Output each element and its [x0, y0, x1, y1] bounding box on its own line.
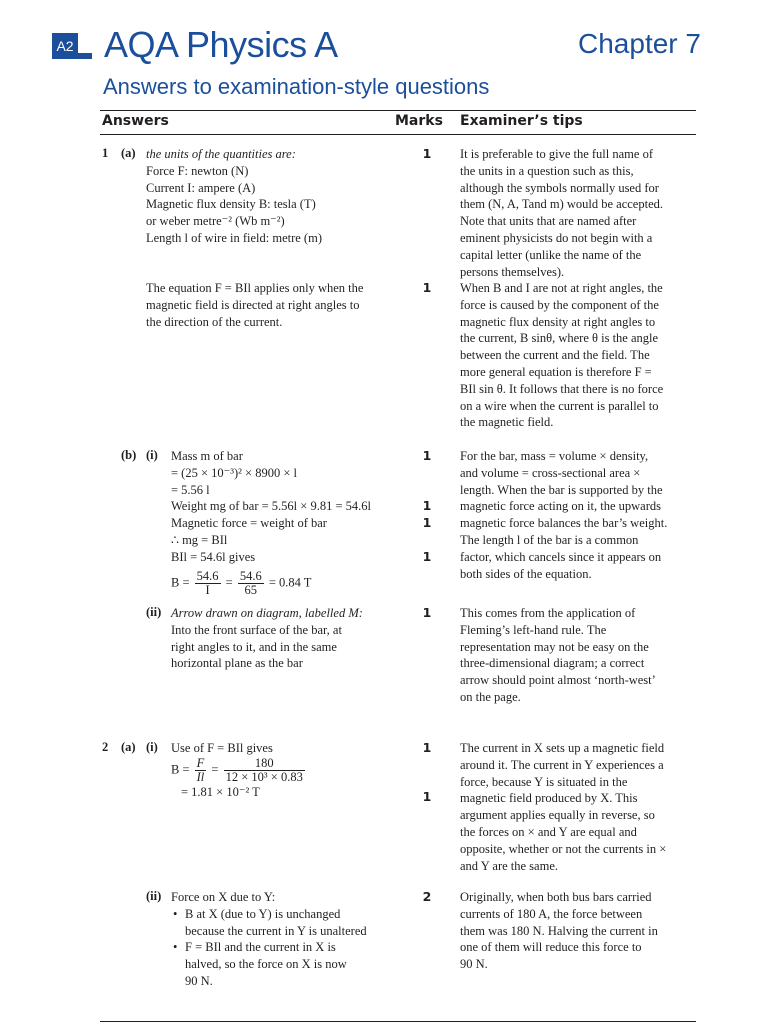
answer-line: Mass m of bar: [171, 449, 243, 463]
answer-line: Arrow drawn on diagram, labelled M:: [171, 606, 363, 620]
tip-line: magnetic force balances the bar’s weight.: [460, 516, 668, 531]
tip-line: three-dimensional diagram; a correct: [460, 656, 645, 671]
tip-line: representation may not be easy on the: [460, 639, 649, 654]
answer-line: BIl = 54.6l gives: [171, 549, 256, 564]
tip-1a-equation: [460, 280, 700, 431]
tip-line: more general equation is therefore F =: [460, 364, 652, 379]
mark-2ai-use: 1: [422, 740, 432, 755]
mark-1bi-mass: 1: [422, 448, 432, 463]
bullet-dot-icon: •: [173, 940, 178, 955]
tip-line: magnetic field produced by X. This: [460, 791, 638, 806]
column-header-answers: Answers: [102, 113, 169, 129]
bullet-line: because the current in Y is unaltered: [185, 923, 367, 938]
mark-1bi-result: 1: [422, 549, 432, 564]
tip-line: on the page.: [460, 689, 521, 704]
tip-line: When B and I are not at right angles, the: [460, 281, 663, 295]
answer-line: Current I: ampere (A): [146, 180, 256, 195]
tip-line: BIl sin θ. It follows that there is no force: [460, 381, 664, 396]
answer-1bii-block: [171, 605, 363, 672]
numerator: 54.6: [239, 568, 262, 583]
chapter-title: Chapter 7: [578, 28, 701, 59]
bullet-item: [171, 906, 367, 940]
numerator: 180: [224, 757, 305, 771]
tip-line: them (N, A, Tand m) would be accepted.: [460, 197, 664, 212]
level-badge: A2: [52, 33, 78, 59]
tip-line: This comes from the application of: [460, 606, 636, 620]
tip-line: and volume = cross-sectional area ×: [460, 465, 641, 480]
header-rule-top: [100, 110, 696, 111]
answer-1a-block: [146, 146, 322, 247]
question-number-2: 2: [102, 740, 109, 754]
subpart-label-1bi: (i): [146, 448, 158, 462]
tip-1a-units: [460, 146, 700, 280]
tip-line: the current, B sinθ, where θ is the angle: [460, 331, 659, 346]
footer-rule: [100, 1021, 696, 1022]
tip-line: force, because Y is situated in the: [460, 774, 628, 789]
tip-line: them was 180 N. Halving the current in: [460, 923, 658, 938]
tip-line: although the symbols normally used for: [460, 180, 659, 195]
tip-line: currents of 180 A, the force between: [460, 906, 643, 921]
bullet-line: B at X (due to Y) is unchanged: [185, 906, 341, 921]
fraction: [224, 757, 305, 784]
tip-2ai: [460, 740, 700, 874]
badge-accent: [78, 53, 92, 59]
answer-line: or weber metre⁻² (Wb m⁻²): [146, 214, 285, 229]
tip-line: the forces on × and Y are equal and: [460, 824, 637, 839]
answer-final-equation: [171, 570, 371, 597]
answer-line: Force F: newton (N): [146, 163, 249, 178]
answer-line: horizontal plane as the bar: [171, 656, 303, 671]
numerator: F: [196, 755, 205, 770]
fraction: [195, 570, 221, 597]
answer-line: Magnetic force = weight of bar: [171, 516, 327, 531]
equation-prefix: B =: [171, 762, 190, 777]
tip-line: on a wire when the current is parallel to: [460, 398, 659, 413]
bullet-dot-icon: •: [173, 906, 178, 921]
tip-line: around it. The current in Y experiences a: [460, 757, 664, 772]
tip-line: capital letter (unlike the name of the: [460, 247, 642, 262]
denominator: Il: [196, 769, 205, 784]
answer-line: Weight mg of bar = 5.56l × 9.81 = 54.6l: [171, 499, 371, 514]
subpart-label-2ai: (i): [146, 740, 158, 754]
tip-line: It is preferable to give the full name of: [460, 147, 653, 161]
equals-sign: =: [211, 762, 219, 777]
tip-line: The current in X sets up a magnetic field: [460, 741, 665, 755]
tip-line: magnetic force acting on it, the upwards: [460, 499, 661, 514]
answer-line: = (25 × 10⁻³)² × 8900 × l: [171, 465, 297, 480]
answer-line: Force on X due to Y:: [171, 890, 276, 904]
tip-line: eminent physicists do not begin with a: [460, 230, 653, 245]
mark-1bi-weight: 1: [422, 498, 432, 513]
tip-1bii: [460, 605, 700, 706]
subpart-label-1bii: (ii): [146, 605, 162, 619]
answer-line: ∴ mg = BIl: [171, 532, 228, 547]
tip-1bi: [460, 448, 700, 582]
answer-line: = 1.81 × 10⁻² T: [181, 784, 260, 799]
column-header-tips: Examiner’s tips: [460, 113, 583, 129]
answer-line: the direction of the current.: [146, 314, 283, 329]
bullet-line: halved, so the force on X is now: [185, 957, 347, 972]
tip-line: Originally, when both bus bars carried: [460, 890, 652, 904]
tip-line: For the bar, mass = volume × density,: [460, 449, 649, 463]
fraction: [195, 757, 207, 784]
answer-line: Use of F = BIl gives: [171, 741, 273, 755]
denominator: I: [205, 582, 210, 597]
equals-sign: =: [225, 574, 233, 589]
answer-1a-equation-block: [146, 280, 363, 330]
equation-result: = 0.84 T: [268, 574, 312, 589]
denominator: 65: [244, 582, 258, 597]
tip-line: arrow should point almost ‘north-west’: [460, 673, 656, 688]
answer-2aii-block: [171, 889, 367, 990]
mark-2ai-result: 1: [422, 789, 432, 804]
part-label-1b: (b): [121, 448, 137, 462]
tip-line: persons themselves).: [460, 264, 565, 279]
tip-2aii: [460, 889, 700, 973]
part-label-1a: (a): [121, 146, 136, 160]
denominator: 12 × 10³ × 0.83: [225, 769, 303, 784]
mark-1a-equation: 1: [422, 280, 432, 295]
tip-line: Note that units that are named after: [460, 214, 637, 229]
answer-line: magnetic field is directed at right angles to: [146, 297, 360, 312]
mark-2aii: 2: [422, 889, 432, 904]
answer-line: right angles to it, and in the same: [171, 639, 337, 654]
mark-1a-units: 1: [422, 146, 432, 161]
answer-equation: [171, 757, 307, 784]
tip-line: The length l of the bar is a common: [460, 532, 639, 547]
tip-line: Fleming’s left-hand rule. The: [460, 622, 607, 637]
mark-1bii: 1: [422, 605, 432, 620]
tip-line: magnetic flux density at right angles to: [460, 314, 656, 329]
question-number-1: 1: [102, 146, 109, 160]
tip-line: the units in a question such as this,: [460, 163, 634, 178]
tip-line: length. When the bar is supported by the: [460, 482, 663, 497]
tip-line: argument applies equally in reverse, so: [460, 808, 655, 823]
tip-line: and Y are the same.: [460, 858, 558, 873]
answer-1bi-block: [171, 448, 371, 597]
answer-2ai-block: [171, 740, 307, 801]
part-label-2a: (a): [121, 740, 136, 754]
logo: AQA Physics A: [104, 24, 338, 65]
page-subtitle: Answers to examination-style questions: [103, 74, 490, 99]
tip-line: one of them will reduce this force to: [460, 940, 642, 955]
tip-line: the magnetic field.: [460, 415, 554, 430]
tip-line: opposite, whether or not the currents in ×: [460, 841, 667, 856]
header-rule-bottom: [100, 134, 696, 135]
numerator: 54.6: [196, 568, 219, 583]
bullet-item: [171, 939, 367, 989]
tip-line: 90 N.: [460, 957, 488, 972]
equation-prefix: B =: [171, 574, 190, 589]
bullet-line: F = BIl and the current in X is: [185, 940, 336, 955]
mark-1bi-force: 1: [422, 515, 432, 530]
answer-line: Into the front surface of the bar, at: [171, 622, 342, 637]
column-header-marks: Marks: [395, 113, 443, 129]
tip-line: factor, which cancels since it appears on: [460, 549, 662, 564]
fraction: [238, 570, 264, 597]
tip-line: both sides of the equation.: [460, 566, 592, 581]
tip-line: between the current and the field. The: [460, 348, 650, 363]
bullet-line: 90 N.: [185, 973, 213, 988]
tip-line: force is caused by the component of the: [460, 297, 659, 312]
answer-line: = 5.56 l: [171, 482, 210, 497]
answer-line: Magnetic flux density B: tesla (T): [146, 197, 316, 212]
subpart-label-2aii: (ii): [146, 889, 162, 903]
answer-line: Length l of wire in field: metre (m): [146, 230, 322, 245]
answer-line: The equation F = BIl applies only when the: [146, 281, 364, 295]
answer-line: the units of the quantities are:: [146, 147, 296, 161]
